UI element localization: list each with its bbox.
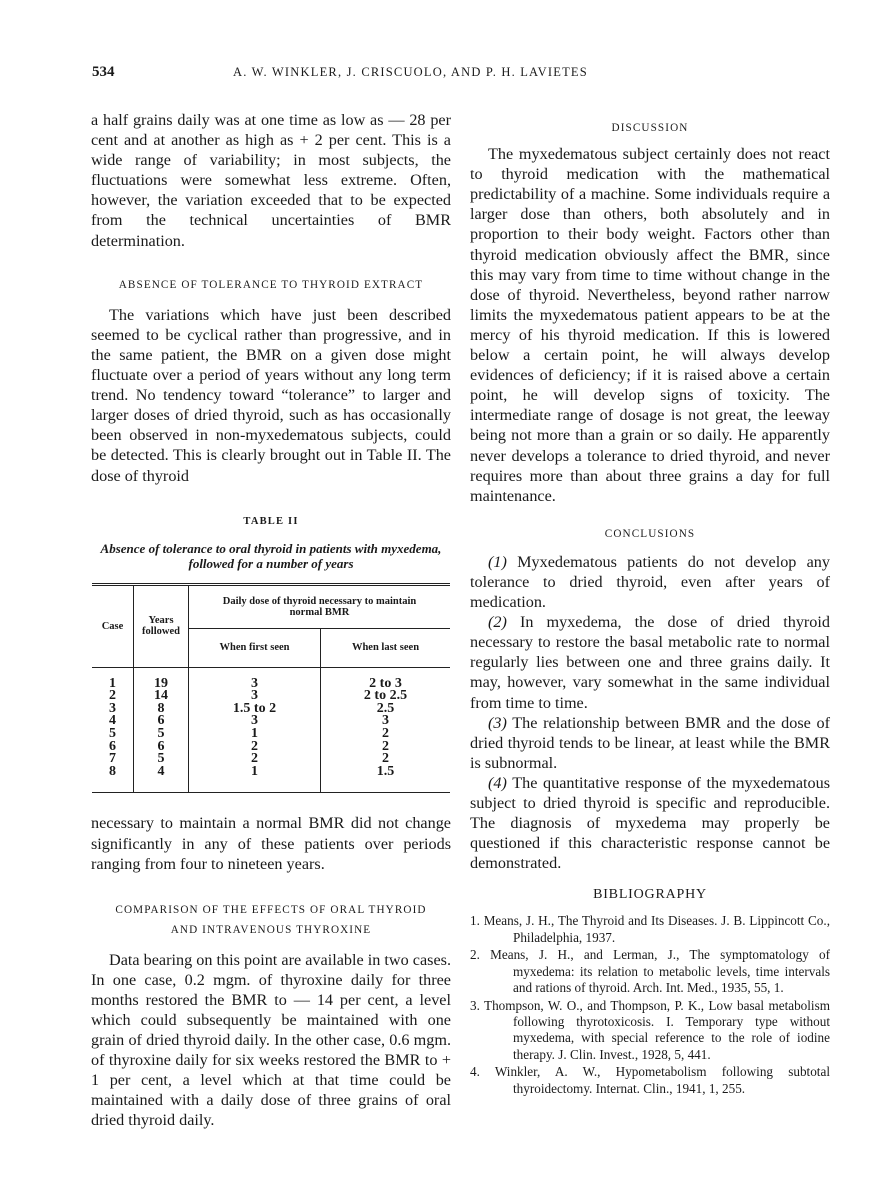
cell-first: 1 (189, 766, 321, 793)
comparison-paragraph: Data bearing on this point are available in two cases. In one case, 0.2 mgm. of thyroxine daily for three months restored the BMR to — 14 per cent, a level which could subsequently be maintained with one grain of dried thyroid daily. In the other case, 0.6 mgm. of thyroxine daily for six weeks restored the BMR to + 1 per cent, a level which at that time could be maintained with a daily dose of three grains of oral dried thyroid daily. (91, 950, 451, 1130)
cell-case: 8 (92, 766, 134, 793)
cell-case: 2 (92, 690, 134, 703)
table-caption: Absence of tolerance to oral thyroid in patients with myxedema, followed for a number of years (100, 540, 442, 571)
bibliography-item (470, 947, 830, 996)
cell-years: 14 (134, 690, 189, 703)
section-heading-conclusions: CONCLUSIONS (604, 527, 696, 540)
conclusion-number: (2) (488, 613, 507, 632)
discussion-paragraph: The myxedematous subject certainly does not react to thyroid medication with the mathematical predictability of a machine. Some individuals require a larger dose than others, both absolutely and in proportion to their body weight. Factors other than thyroid medication obviously affect the BMR, since this may vary from time to time without change in the dose of thyroid. Nevertheless, beyond rather narrow limits the myxedematous patient appears to be at the mercy of his thyroid medication. If this is lowered below a certain point, he will always develop evidences of deficiency; if it is raised above a certain point, he will develop signs of toxicity. The intermediate range of dosage is not great, the leeway being not more than a grain or so daily. He apparently never develops a tolerance to dried thyroid, and never requires more than about three grains a day for full maintenance. (470, 145, 830, 505)
cell-case: 4 (92, 715, 134, 728)
cell-first: 3 (189, 690, 321, 703)
cell-case: 3 (92, 703, 134, 716)
bib-number: 2. (470, 947, 480, 963)
table-row (92, 667, 450, 690)
cell-case: 6 (92, 741, 134, 754)
cell-first: 2 (189, 753, 321, 766)
cell-last: 1.5 (376, 763, 395, 779)
table-row (92, 728, 450, 741)
bib-number: 1. (470, 913, 480, 929)
left-column (91, 110, 451, 1131)
conclusion-number: (3) (488, 713, 507, 732)
bib-number: 3. (470, 997, 480, 1013)
cell-last: 2 (382, 738, 389, 754)
section-heading-comparison (91, 900, 451, 940)
cell-years: 8 (134, 703, 189, 716)
cell-last: 3 (382, 713, 389, 729)
bib-number: 4. (470, 1064, 480, 1080)
conclusion-number: (4) (488, 773, 507, 792)
page-number: 534 (92, 64, 115, 80)
intro-paragraph: a half grains daily was at one time as low as — 28 per cent and at another as high as + 2 per cent. This is a wide range of variability; in most subjects, the fluctuations were somewhat less extreme. Often, however, the variation exceeded that to be expected from the technical uncertainties of BMR determination. (91, 111, 451, 250)
cell-first: 1 (189, 728, 321, 741)
cell-case: 1 (92, 667, 134, 690)
conclusion-item (470, 713, 830, 773)
right-column (470, 110, 830, 1098)
header-first-seen: When first seen (189, 628, 321, 667)
cell-years: 6 (134, 741, 189, 754)
section-heading-comparison-line2: AND INTRAVENOUS THYROXINE (170, 923, 372, 936)
conclusion-item (470, 552, 830, 612)
section-heading-comparison-line1: COMPARISON OF THE EFFECTS OF ORAL THYROID (115, 903, 427, 916)
conclusion-text: The relationship between BMR and the dose of dried thyroid tends to be linear, at least while the BMR is subnormal. (470, 713, 830, 772)
header-years-followed: Years followed (134, 584, 189, 667)
table-row (92, 703, 450, 716)
cell-first: 3 (189, 667, 321, 690)
table-title: TABLE II (243, 515, 299, 527)
tolerance-paragraph: The variations which have just been described seemed to be cyclical rather than progressive, and in the same patient, the BMR on a given dose might fluctuate over a period of years without any long term trend. No tendency toward “tolerance” to larger and larger doses of dried thyroid, such as has occasionally been observed in non-myxedematous subjects, could be detected. This is clearly brought out in Table II. The dose of thyroid (91, 305, 451, 485)
cell-last: 2.5 (376, 700, 395, 716)
cell-last: 2 (382, 751, 389, 767)
bibliography-item (470, 913, 830, 946)
cell-case: 5 (92, 728, 134, 741)
table-row (92, 715, 450, 728)
running-head-authors: A. W. WINKLER, J. CRISCUOLO, AND P. H. LAVIETES (233, 65, 588, 79)
section-heading-discussion: DISCUSSION (611, 122, 689, 134)
cell-case: 7 (92, 753, 134, 766)
cell-last: 2 to 2.5 (363, 688, 408, 704)
header-daily-dose: Daily dose of thyroid necessary to maintain normal BMR (189, 584, 451, 628)
cell-years: 5 (134, 753, 189, 766)
after-table-paragraph: necessary to maintain a normal BMR did not change significantly in any of these patients over periods ranging from four to nineteen years. (91, 814, 451, 873)
bib-text: Means, J. H., The Thyroid and Its Diseases. J. B. Lippincott Co., Philadelphia, 1937. (483, 913, 830, 945)
running-head (92, 64, 852, 84)
cell-first: 1.5 to 2 (189, 703, 321, 716)
cell-years: 19 (134, 667, 189, 690)
bibliography-item (470, 998, 830, 1064)
cell-last: 2 to 3 (369, 675, 402, 691)
table-row (92, 766, 450, 793)
cell-last: 2 (382, 726, 389, 742)
conclusion-number: (1) (488, 552, 507, 571)
header-last-seen: When last seen (321, 628, 451, 667)
conclusion-text: The quantitative response of the myxedematous subject to dried thyroid is specific and reproducible. The diagnosis of myxedema may properly be questioned if this characteristic response cannot be demonstrated. (470, 773, 830, 873)
bib-text: Thompson, W. O., and Thompson, P. K., Low basal metabolism following thyrotoxicosis. I. Temporary type without myxedema, with special reference to the role of iodine therapy. J. Clin. Invest., 1928, 5, 441. (484, 997, 830, 1062)
conclusion-text: Myxedematous patients do not develop any tolerance to dried thyroid, even after years of medication. (470, 552, 830, 612)
bib-text: Means, J. H., and Lerman, J., The symptomatology of myxedema: its relation to metabolic levels, time intervals and rations of thyroid. Arch. Int. Med., 1935, 55, 1. (490, 947, 831, 996)
bibliography-list (470, 913, 830, 1096)
cell-years: 4 (134, 766, 189, 793)
conclusion-item (470, 612, 830, 712)
conclusion-item (470, 773, 830, 873)
section-heading-tolerance: ABSENCE OF TOLERANCE TO THYROID EXTRACT (118, 278, 424, 291)
conclusion-text: In myxedema, the dose of dried thyroid necessary to restore the basal metabolic rate to normal regularly lies between one and three grains daily. It may, however, vary somewhat in the same individual from time to time. (470, 613, 830, 712)
data-table (92, 583, 450, 794)
header-case: Case (92, 584, 134, 667)
bib-text: Winkler, A. W., Hypometabolism following subtotal thyroidectomy. Internat. Clin., 1941, 1, 255. (494, 1064, 830, 1096)
table-row (92, 741, 450, 754)
cell-years: 6 (134, 715, 189, 728)
bibliography-item (470, 1064, 830, 1097)
cell-first: 3 (189, 715, 321, 728)
section-heading-bibliography: BIBLIOGRAPHY (593, 887, 707, 903)
cell-first: 2 (189, 741, 321, 754)
table-row (92, 753, 450, 766)
cell-years: 5 (134, 728, 189, 741)
